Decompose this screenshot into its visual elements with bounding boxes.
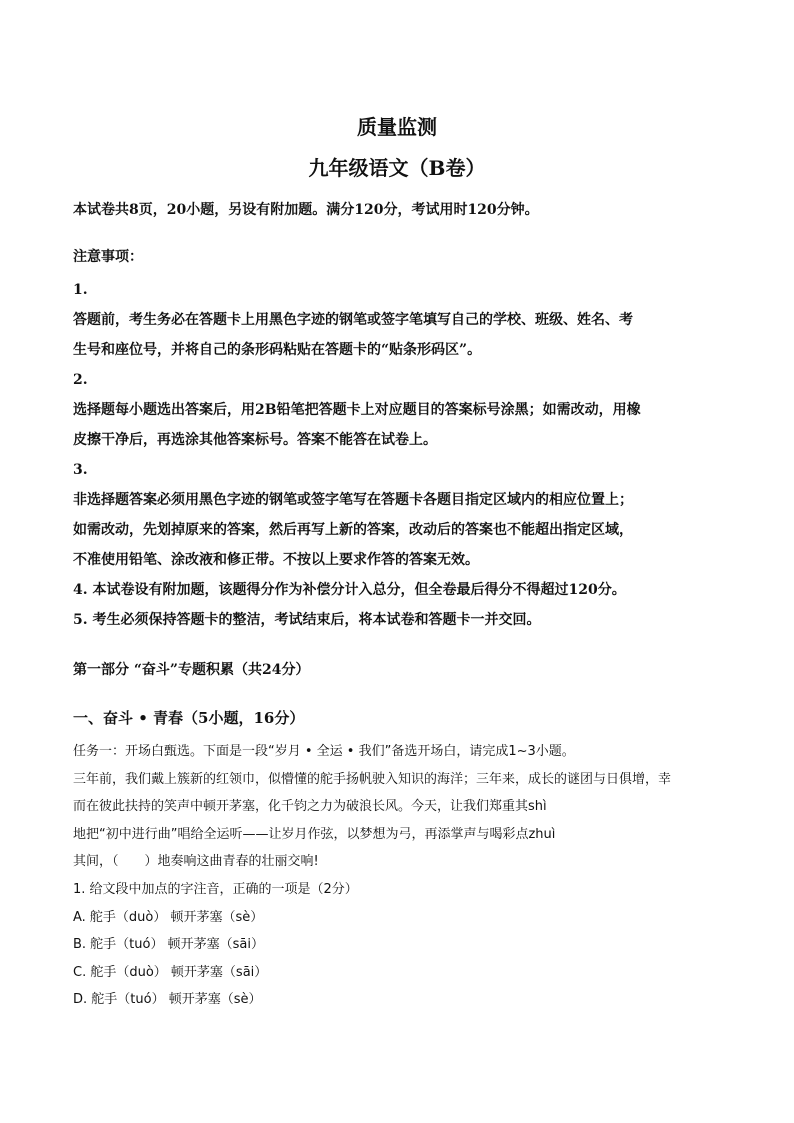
passage-line: 地把“初中进行曲”唱给全运听——让岁月作弦，以梦想为弓，再添掌声与喝彩点zhuì <box>73 826 556 842</box>
answer-option-c: C. 舵手（duò） 顿开茅塞（sāi） <box>73 964 268 980</box>
notice-line: 4. 本试卷设有附加题，该题得分作为补偿分计入总分，但全卷最后得分不得超过120分。 <box>73 582 626 598</box>
question-passage <box>73 742 723 1018</box>
answer-option-b: B. 舵手（tuó） 顿开茅塞（sāi） <box>73 937 264 953</box>
notice-line: 1. <box>73 282 88 298</box>
notice-line: 2. <box>73 372 88 388</box>
question-stem: 1. 给文段中加点的字注音，正确的一项是（2分） <box>73 881 358 897</box>
answer-option-d: D. 舵手（tuó） 顿开茅塞（sè） <box>73 992 262 1008</box>
notice-list <box>73 280 723 640</box>
passage-line: 任务一：开场白甄选。下面是一段“岁月 • 全运 • 我们”备选开场白，请完成1~3小题。 <box>73 744 575 759</box>
page-subtitle: 九年级语文（B卷） <box>308 156 486 180</box>
notice-line: 皮擦干净后，再选涂其他答案标号。答案不能答在试卷上。 <box>73 432 437 448</box>
notice-line: 5. 考生必须保持答题卡的整洁，考试结束后，将本试卷和答题卡一并交回。 <box>73 612 541 628</box>
notice-line: 非选择题答案必须用黑色字迹的钢笔或签字笔写在答题卡各题目指定区域内的相应位置上； <box>73 492 633 508</box>
page-title: 质量监测 <box>357 115 437 139</box>
exam-intro: 本试卷共8页，20小题，另设有附加题。满分120分，考试用时120分钟。 <box>73 202 539 218</box>
notice-line: 如需改动，先划掉原来的答案，然后再写上新的答案，改动后的答案也不能超出指定区域， <box>73 522 633 538</box>
passage-line: 三年前，我们戴上簇新的红领巾，似懵懂的舵手扬帆驶入知识的海洋；三年来，成长的谜团与日俱增，幸 <box>73 771 672 787</box>
passage-line: 其间，（ ）地奏响这曲青春的壮丽交响! <box>73 854 319 870</box>
answer-option-a: A. 舵手（duò） 顿开茅塞（sè） <box>73 909 264 925</box>
passage-line: 而在彼此扶持的笑声中顿开茅塞，化千钧之力为破浪长风。今天，让我们郑重其shì <box>73 799 547 815</box>
part-heading: 第一部分 “奋斗”专题积累（共24分） <box>73 662 310 678</box>
notice-heading: 注意事项： <box>73 249 143 265</box>
notice-line: 选择题每小题选出答案后，用2B铅笔把答题卡上对应题目的答案标号涂黑；如需改动，用橡 <box>73 402 641 418</box>
notice-line: 不准使用铅笔、涂改液和修正带。不按以上要求作答的答案无效。 <box>73 552 479 568</box>
section-heading: 一、奋斗 • 青春（5小题，16分） <box>73 709 305 727</box>
notice-line: 生号和座位号，并将自己的条形码粘贴在答题卡的“贴条形码区”。 <box>73 342 482 358</box>
notice-line: 答题前，考生务必在答题卡上用黑色字迹的钢笔或签字笔填写自己的学校、班级、姓名、考 <box>73 312 633 328</box>
notice-line: 3. <box>73 462 88 478</box>
